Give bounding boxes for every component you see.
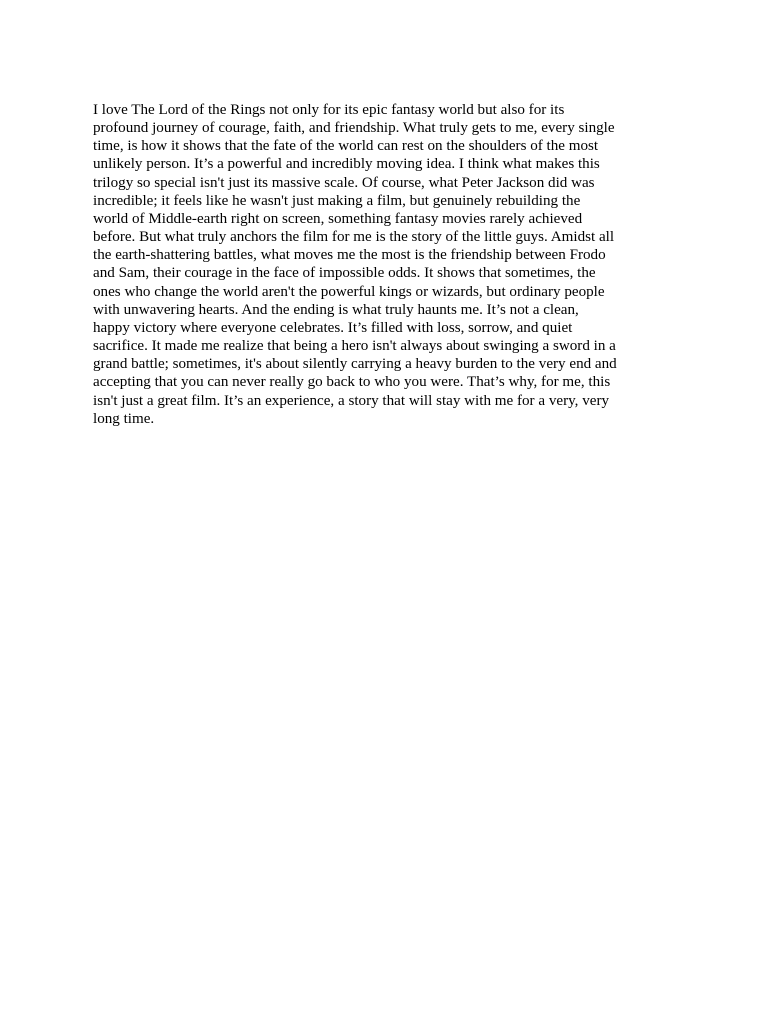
- paragraph-line: unlikely person. It’s a powerful and incredibly moving idea. I think what makes this: [93, 156, 600, 173]
- paragraph-line: with unwavering hearts. And the ending is what truly haunts me. It’s not a clean,: [93, 301, 579, 318]
- body-paragraph: [93, 101, 683, 428]
- paragraph-line: grand battle; sometimes, it's about silently carrying a heavy burden to the very end and: [93, 356, 617, 373]
- document-body: [93, 101, 683, 428]
- paragraph-line: I love The Lord of the Rings not only for its epic fantasy world but also for its: [93, 102, 565, 118]
- paragraph-line: incredible; it feels like he wasn't just making a film, but genuinely rebuilding the: [93, 192, 581, 209]
- paragraph-line: profound journey of courage, faith, and friendship. What truly gets to me, every single: [93, 120, 615, 137]
- paragraph-line: the earth-shattering battles, what moves me the most is the friendship between Frodo: [93, 247, 606, 264]
- paragraph-line: and Sam, their courage in the face of impossible odds. It shows that sometimes, the: [93, 265, 596, 282]
- paragraph-line: long time.: [93, 410, 155, 427]
- paragraph-line: accepting that you can never really go back to who you were. That’s why, for me, this: [93, 374, 611, 391]
- paragraph-line: happy victory where everyone celebrates. It’s filled with loss, sorrow, and quiet: [93, 319, 573, 336]
- paragraph-line: world of Middle-earth right on screen, something fantasy movies rarely achieved: [93, 210, 583, 227]
- paragraph-line: ones who change the world aren't the powerful kings or wizards, but ordinary people: [93, 283, 605, 300]
- paragraph-line: time, is how it shows that the fate of the world can rest on the shoulders of the most: [93, 138, 599, 155]
- paragraph-line: sacrifice. It made me realize that being a hero isn't always about swinging a sword in a: [93, 338, 616, 355]
- paragraph-line: isn't just a great film. It’s an experience, a story that will stay with me for a very, very: [93, 392, 610, 409]
- paragraph-line: before. But what truly anchors the film for me is the story of the little guys. Amidst all: [93, 229, 615, 246]
- paragraph-line: trilogy so special isn't just its massive scale. Of course, what Peter Jackson did was: [93, 174, 595, 191]
